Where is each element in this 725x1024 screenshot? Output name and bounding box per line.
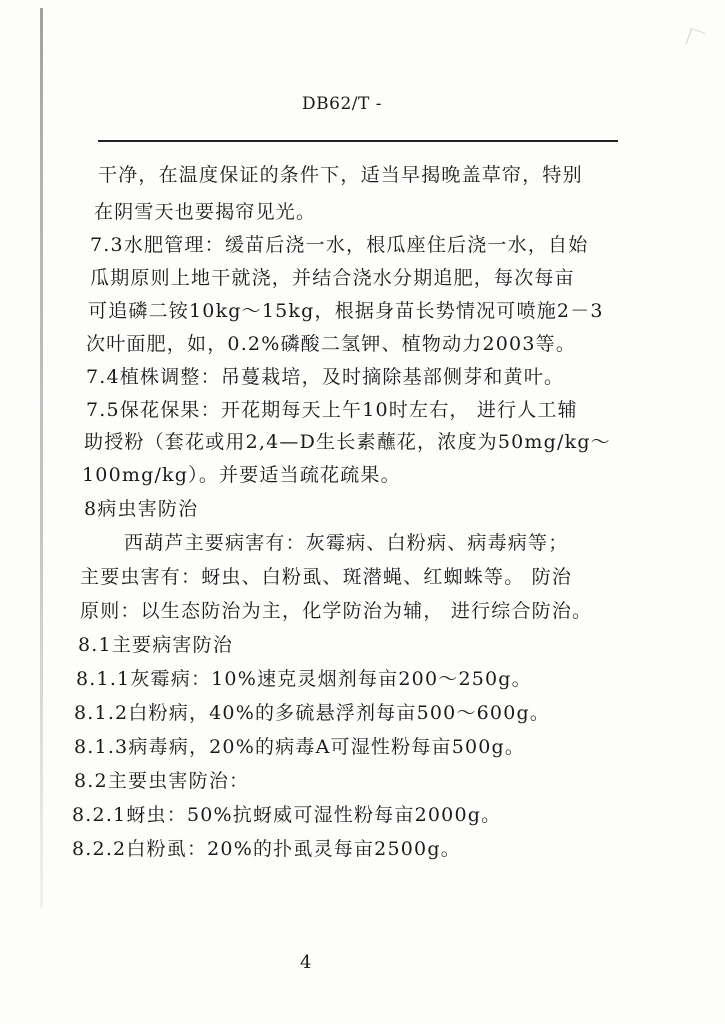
body-line: 瓜期原则上地干就浇，并结合浇水分期追肥，每次每亩 xyxy=(90,267,575,289)
body-line: 原则：以生态防治为主，化学防治为辅， 进行综合防治。 xyxy=(80,600,593,622)
section-8-1-heading: 8.1主要病害防治 xyxy=(78,634,234,656)
section-7-5-line: 7.5保花保果：开花期每天上午10时左右， 进行人工辅 xyxy=(86,399,578,421)
page-number: 4 xyxy=(300,952,312,973)
section-7-3-line: 7.3水肥管理：缓苗后浇一水，根瓜座住后浇一水，自始 xyxy=(90,234,589,256)
section-7-4-line: 7.4植株调整：吊蔓栽培，及时摘除基部侧芽和黄叶。 xyxy=(86,366,565,388)
body-line: 可追磷二铵10kg～15kg，根据身苗长势情况可喷施2－3 xyxy=(88,300,604,322)
section-8-heading: 8病虫害防治 xyxy=(84,498,199,520)
section-8-1-1-line: 8.1.1灰霉病：10%速克灵烟剂每亩200～250g。 xyxy=(76,668,532,690)
body-line: 100mg/kg）。并要适当疏花疏果。 xyxy=(82,464,401,486)
scan-corner-mark xyxy=(686,28,706,49)
scan-binding-edge xyxy=(40,8,43,908)
body-line: 在阴雪天也要揭帘见光。 xyxy=(94,201,317,223)
section-8-2-2-line: 8.2.2白粉虱：20%的扑虱灵每亩2500g。 xyxy=(72,838,461,860)
body-line: 干净，在温度保证的条件下，适当早揭晚盖草帘，特别 xyxy=(98,164,583,186)
section-8-2-heading: 8.2主要虫害防治： xyxy=(74,770,250,792)
standard-code-header: DB62/T - xyxy=(302,94,382,114)
body-line: 助授粉（套花或用2,4—D生长素蘸花，浓度为50mg/kg～ xyxy=(84,431,611,453)
body-line: 西葫芦主要病害有：灰霉病、白粉病、病毒病等； xyxy=(124,532,569,554)
section-8-1-2-line: 8.1.2白粉病，40%的多硫悬浮剂每亩500～600g。 xyxy=(74,702,551,724)
body-line: 次叶面肥，如，0.2%磷酸二氢钾、植物动力2003等。 xyxy=(86,333,577,355)
section-8-2-1-line: 8.2.1蚜虫：50%抗蚜威可湿性粉每亩2000g。 xyxy=(72,804,502,826)
header-rule xyxy=(98,140,618,142)
section-8-1-3-line: 8.1.3病毒病，20%的病毒A可湿性粉每亩500g。 xyxy=(74,736,526,758)
body-line: 主要虫害有：蚜虫、白粉虱、斑潜蝇、红蜘蛛等。 防治 xyxy=(80,566,573,588)
